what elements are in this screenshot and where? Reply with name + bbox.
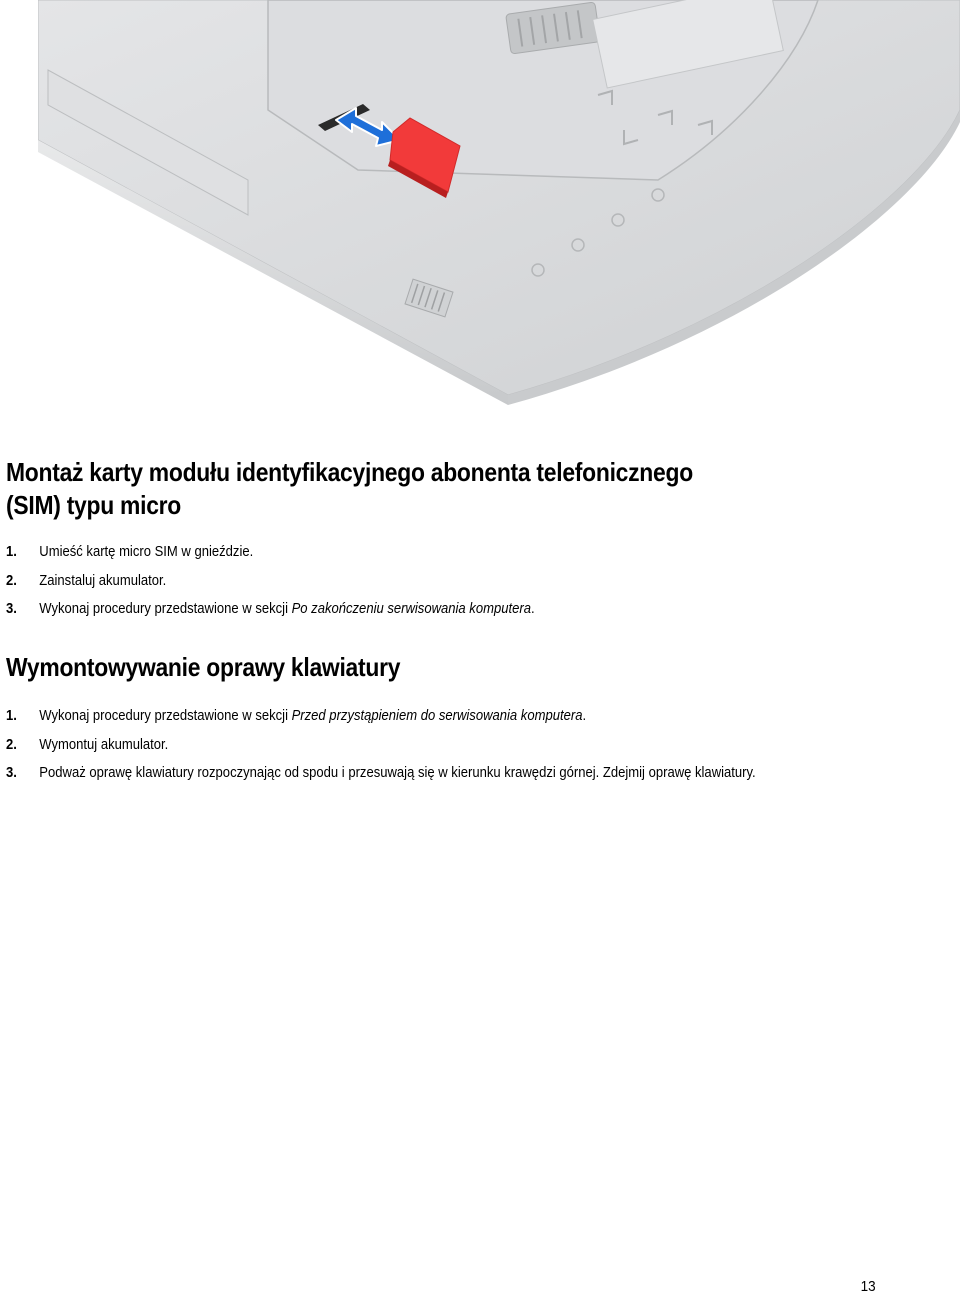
section-title-bezel-removal: Wymontowywanie oprawy klawiatury: [6, 652, 401, 682]
list-item: [6, 599, 535, 628]
laptop-chassis-illustration: [38, 0, 960, 410]
step-number: 1.: [6, 544, 17, 560]
section-title-sim-install: [6, 456, 693, 522]
step-text: [39, 708, 586, 724]
step-text: Wymontuj akumulator.: [39, 736, 169, 753]
section-title-line1: Montaż karty modułu identyfikacyjnego abonenta telefonicznego: [6, 457, 693, 487]
step-text: Zainstaluj akumulator.: [39, 572, 167, 589]
page-number: 13: [860, 1278, 876, 1295]
step-number: 2.: [6, 736, 17, 753]
sim-install-steps: [6, 542, 535, 628]
step-text-lead: Wykonaj procedury przedstawione w sekcji: [39, 708, 292, 724]
step-number: 1.: [6, 708, 17, 724]
step-text-tail: .: [582, 708, 587, 724]
list-item: [6, 735, 756, 764]
list-item: [6, 706, 756, 735]
step-number: 2.: [6, 572, 17, 589]
step-text-tail: .: [530, 601, 535, 617]
section-title-line2: (SIM) typu micro: [6, 490, 182, 520]
section-reference-link[interactable]: Po zakończeniu serwisowania komputera: [291, 601, 531, 617]
list-item: [6, 542, 535, 571]
step-number: 3.: [6, 765, 17, 781]
bezel-removal-steps: [6, 706, 756, 792]
step-number: 3.: [6, 601, 17, 617]
section-reference-link[interactable]: Przed przystąpieniem do serwisowania komputera: [291, 708, 583, 724]
step-text: Umieść kartę micro SIM w gnieździe.: [39, 544, 254, 560]
step-text: Podważ oprawę klawiatury rozpoczynając od spodu i przesuwają się w kierunku krawędzi górnej. Zdejmij oprawę klawiatury.: [39, 765, 756, 781]
step-text: [39, 601, 534, 617]
list-item: [6, 571, 535, 600]
step-text-lead: Wykonaj procedury przedstawione w sekcji: [39, 601, 292, 617]
list-item: [6, 763, 756, 792]
